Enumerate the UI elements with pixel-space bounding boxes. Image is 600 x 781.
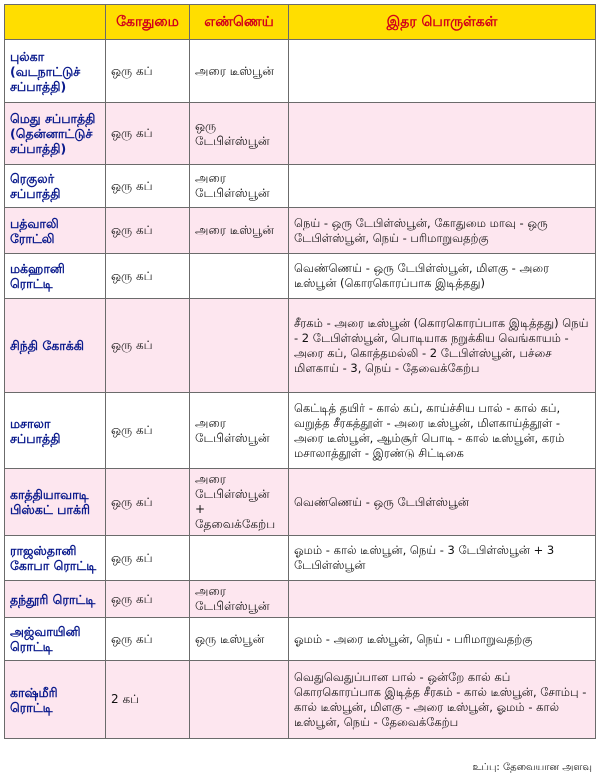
row-oil-cell: [190, 254, 289, 299]
row-wheat-cell: 2 கப்: [106, 661, 190, 739]
row-wheat-cell: ஒரு கப்: [106, 469, 190, 536]
row-wheat-cell: ஒரு கப்: [106, 581, 190, 618]
row-name-cell: மெது சப்பாத்தி (தென்னாட்டுச் சப்பாத்தி): [5, 103, 106, 165]
table-row: [5, 103, 596, 165]
table-row: [5, 581, 596, 618]
header-other: இதர பொருள்கள்: [289, 5, 596, 40]
row-other-cell: வெண்ணெய் - ஒரு டேபிள்ஸ்பூன், மிளகு - அரை டீஸ்பூன் (கொரகொரப்பாக இடித்தது): [289, 254, 596, 299]
row-other-cell: கெட்டித் தயிர் - கால் கப், காய்ச்சிய பால் - கால் கப், வறுத்த சீரகத்தூள் - அரை டீஸ்பூன், மிளகாய்த்தூள் - அரை டீஸ்பூன், ஆம்சூர் பொடி - கால் டீஸ்பூன், கரம் மசாலாத்தூள் - இரண்டு சிட்டிகை: [289, 393, 596, 469]
row-name-cell: பத்வாலி ரோட்லி: [5, 208, 106, 254]
row-other-cell: சீரகம் - அரை டீஸ்பூன் (கொரகொரப்பாக இடித்தது) நெய் - 2 டேபிள்ஸ்பூன், பொடியாக நறுக்கிய வெங்காயம் - அரை கப், கொத்தமல்லி - 2 டேபிள்ஸ்பூன், பச்சை மிளகாய் - 3, நெய் - தேவைக்கேற்ப: [289, 299, 596, 393]
row-other-cell: ஓமம் - கால் டீஸ்பூன், நெய் - 3 டேபிள்ஸ்பூன் + 3 டேபிள்ஸ்பூன்: [289, 536, 596, 581]
row-name-cell: காஷ்மீரி ரொட்டி: [5, 661, 106, 739]
row-wheat-cell: ஒரு கப்: [106, 165, 190, 208]
table-row: [5, 393, 596, 469]
row-name-cell: அஜ்வாயினி ரொட்டி: [5, 618, 106, 661]
row-name-cell: ராஜஸ்தானி கோபா ரொட்டி: [5, 536, 106, 581]
row-oil-cell: அரை டீஸ்பூன்: [190, 40, 289, 103]
row-other-cell: நெய் - ஒரு டேபிள்ஸ்பூன், கோதுமை மாவு - ஒரு டேபிள்ஸ்பூன், நெய் - பரிமாறுவதற்கு: [289, 208, 596, 254]
header-wheat: கோதுமை: [106, 5, 190, 40]
row-wheat-cell: ஒரு கப்: [106, 299, 190, 393]
row-oil-cell: அரை டீஸ்பூன்: [190, 208, 289, 254]
row-oil-cell: [190, 299, 289, 393]
table-row: [5, 661, 596, 739]
table-row: [5, 165, 596, 208]
table-row: [5, 254, 596, 299]
table-row: [5, 40, 596, 103]
header-name: [5, 5, 106, 40]
row-name-cell: புல்கா (வடநாட்டுச் சப்பாத்தி): [5, 40, 106, 103]
row-oil-cell: அரை டேபிள்ஸ்பூன்: [190, 165, 289, 208]
row-other-cell: [289, 40, 596, 103]
row-other-cell: [289, 165, 596, 208]
row-oil-cell: [190, 536, 289, 581]
row-other-cell: [289, 103, 596, 165]
row-oil-cell: ஒரு டீஸ்பூன்: [190, 618, 289, 661]
row-name-cell: மசாலா சப்பாத்தி: [5, 393, 106, 469]
row-wheat-cell: ஒரு கப்: [106, 208, 190, 254]
table-row: [5, 469, 596, 536]
roti-ingredients-table: [4, 4, 596, 739]
row-other-cell: [289, 581, 596, 618]
row-wheat-cell: ஒரு கப்: [106, 40, 190, 103]
row-other-cell: ஓமம் - அரை டீஸ்பூன், நெய் - பரிமாறுவதற்கு: [289, 618, 596, 661]
row-wheat-cell: ஒரு கப்: [106, 254, 190, 299]
row-wheat-cell: ஒரு கப்: [106, 103, 190, 165]
row-other-cell: வெதுவெதுப்பான பால் - ஒன்றே கால் கப் கொரகொரப்பாக இடித்த சீரகம் - கால் டீஸ்பூன், சோம்பு - கால் டீஸ்பூன், மிளகு - அரை டீஸ்பூன், ஓமம் - கால் டீஸ்பூன், நெய் - தேவைக்கேற்ப: [289, 661, 596, 739]
table-row: [5, 536, 596, 581]
table-row: [5, 208, 596, 254]
row-oil-cell: அரை டேபிள்ஸ்பூன்: [190, 581, 289, 618]
row-name-cell: தந்தூரி ரொட்டி: [5, 581, 106, 618]
row-name-cell: ரெகுலர் சப்பாத்தி: [5, 165, 106, 208]
row-wheat-cell: ஒரு கப்: [106, 618, 190, 661]
table-header-row: [5, 5, 596, 40]
row-oil-cell: அரை டேபிள்ஸ்பூன் + தேவைக்கேற்ப: [190, 469, 289, 536]
row-wheat-cell: ஒரு கப்: [106, 393, 190, 469]
table-row: [5, 299, 596, 393]
table-row: [5, 618, 596, 661]
row-other-cell: வெண்ணெய் - ஒரு டேபிள்ஸ்பூன்: [289, 469, 596, 536]
row-wheat-cell: ஒரு கப்: [106, 536, 190, 581]
table-body: [5, 40, 596, 739]
row-oil-cell: ஒரு டேபிள்ஸ்பூன்: [190, 103, 289, 165]
row-name-cell: மக்ஹானி ரொட்டி: [5, 254, 106, 299]
row-name-cell: காத்தியாவாடி பிஸ்கட் பாக்ரி: [5, 469, 106, 536]
header-oil: எண்ணெய்: [190, 5, 289, 40]
row-oil-cell: [190, 661, 289, 739]
footnote: உப்பு: தேவையான அளவு: [472, 762, 592, 773]
row-oil-cell: அரை டேபிள்ஸ்பூன்: [190, 393, 289, 469]
row-name-cell: சிந்தி கோக்கி: [5, 299, 106, 393]
